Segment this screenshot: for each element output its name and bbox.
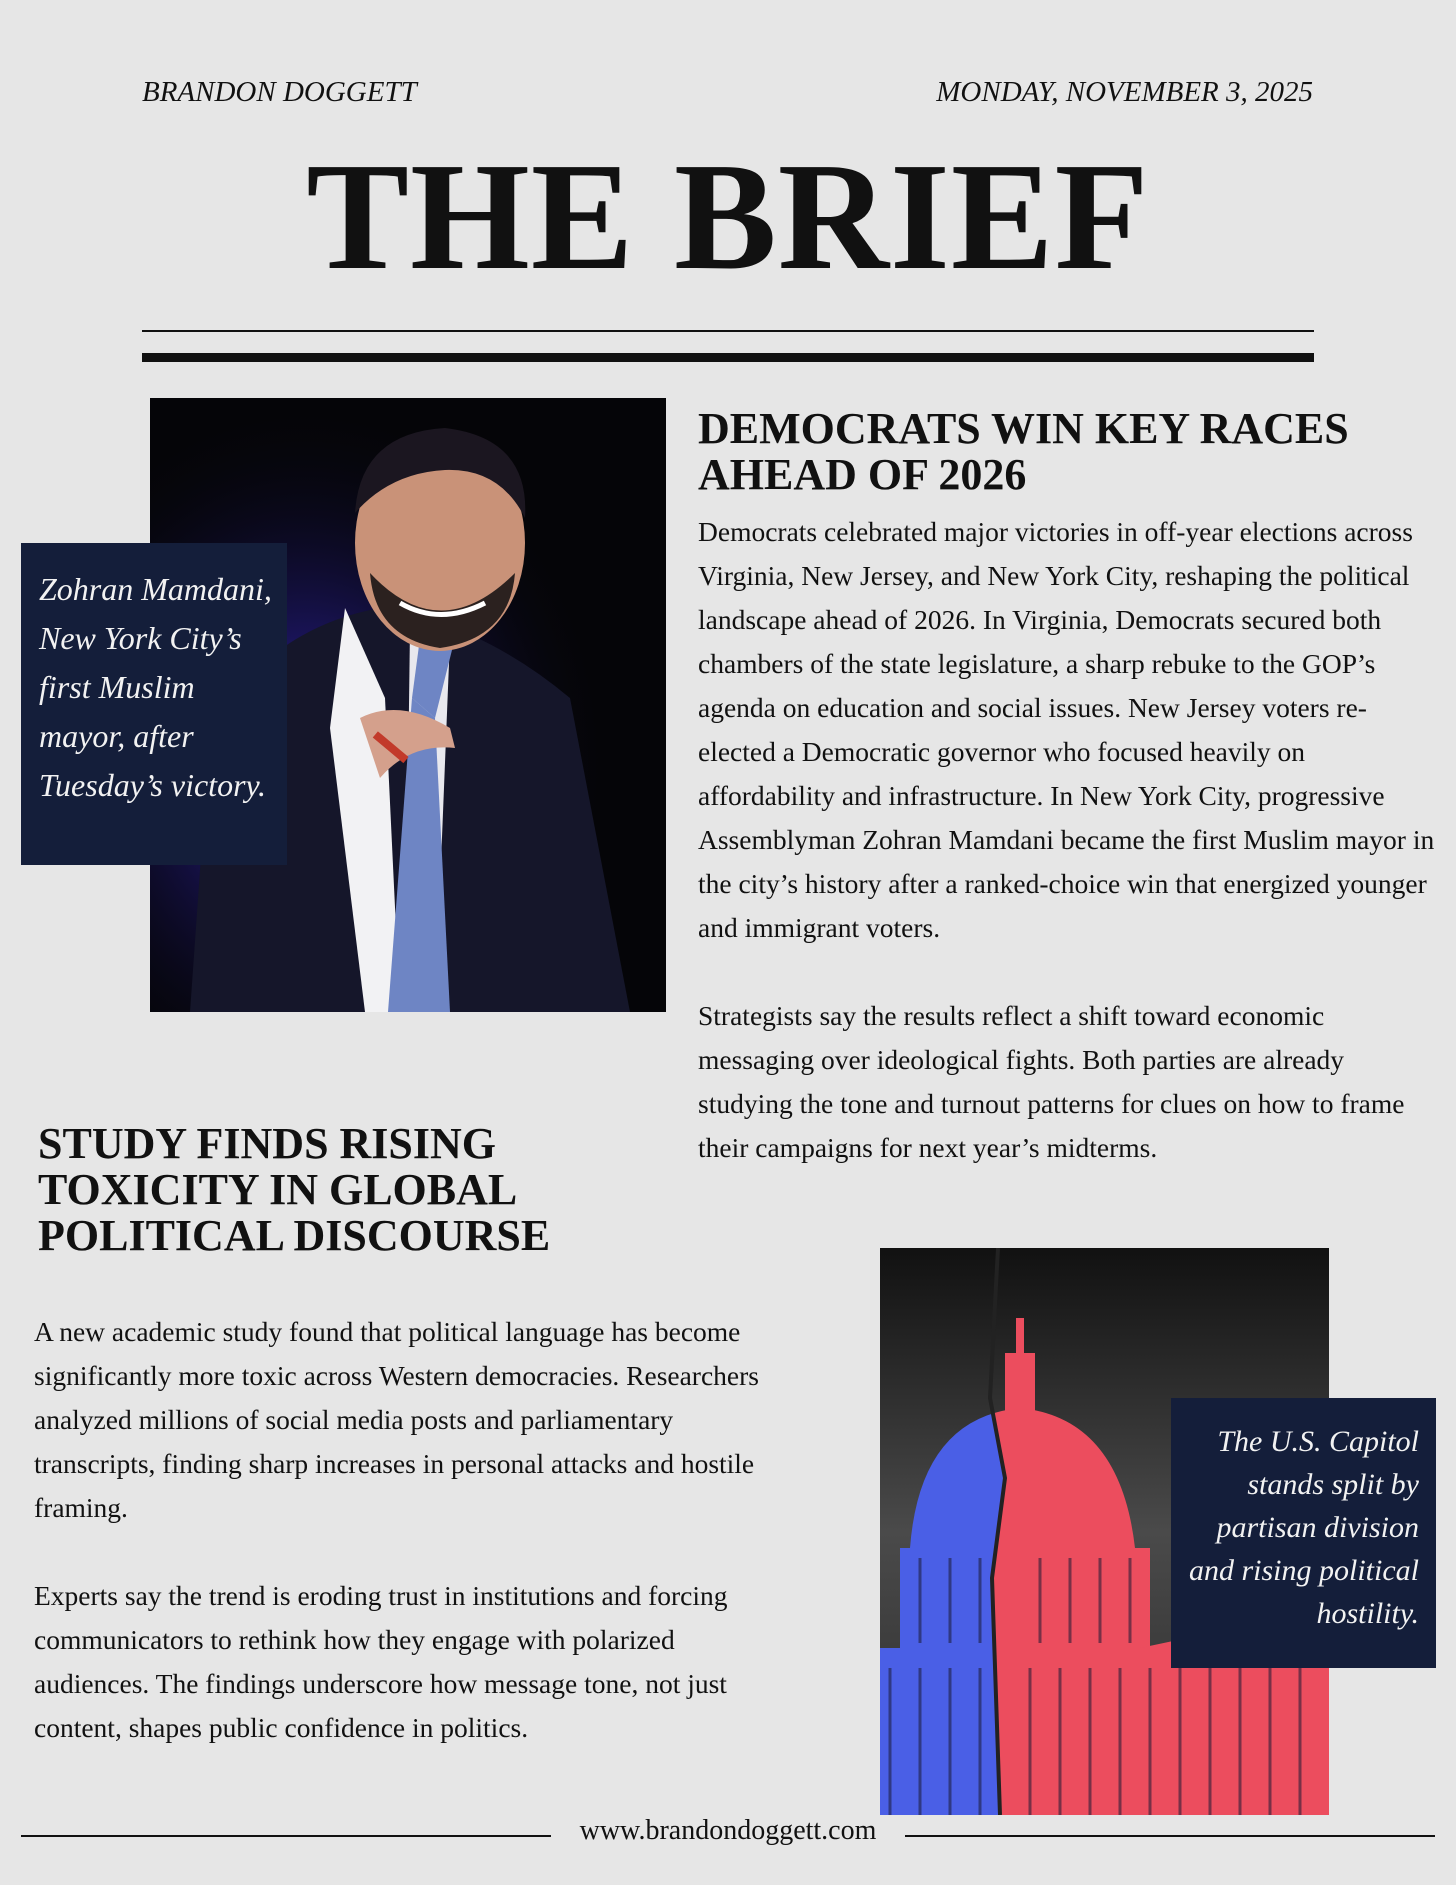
footer-website-link[interactable]: www.brandondoggett.com [566,1815,891,1846]
story1-headline: DEMOCRATS WIN KEY RACES AHEAD OF 2026 [698,404,1349,499]
story2-body [34,1310,794,1794]
story2-headline: STUDY FINDS RISING TOXICITY IN GLOBAL POLITICAL DISCOURSE [38,1119,551,1260]
issue-date: MONDAY, NOVEMBER 3, 2025 [936,76,1313,108]
footer-website [0,1815,1456,1847]
author-name: BRANDON DOGGETT [142,76,417,108]
capitol-photo-caption: The U.S. Capitol stands split by partisan division and rising political hostility. [1171,1398,1436,1668]
story2-paragraph-2: Experts say the trend is eroding trust in institutions and forcing communicators to rethink how they engage with polarized audiences. The findings underscore how message tone, not just content, shapes public confidence in politics. [34,1580,728,1743]
masthead-thick-rule [142,353,1314,362]
story1-body [698,510,1438,1214]
mamdani-photo-caption: Zohran Mamdani, New York City’s first Muslim mayor, after Tuesday’s victory. [21,543,287,865]
story1-paragraph-1: Democrats celebrated major victories in off-year elections across Virginia, New Jersey, and New York City, reshaping the political landscape ahead of 2026. In Virginia, Democrats secured both chambers of the state legislature, a sharp rebuke to the GOP’s agenda on education and social issues. New Jersey voters re-elected a Democratic governor who focused heavily on affordability and infrastructure. In New York City, progressive Assemblyman Zohran Mamdani became the first Muslim mayor in the city’s history after a ranked-choice win that energized younger and immigrant voters. [698,516,1435,943]
story2-paragraph-1: A new academic study found that political language has become significantly more toxic across Western democracies. Researchers analyzed millions of social media posts and parliamentary transcripts, finding sharp increases in personal attacks and hostile framing. [34,1316,759,1523]
masthead-title: THE BRIEF [306,132,1150,302]
masthead-thin-rule [142,330,1314,332]
story1-paragraph-2: Strategists say the results reflect a shift toward economic messaging over ideological fights. Both parties are already studying the tone and turnout patterns for clues on how to frame their campaigns for next year’s midterms. [698,1000,1405,1163]
